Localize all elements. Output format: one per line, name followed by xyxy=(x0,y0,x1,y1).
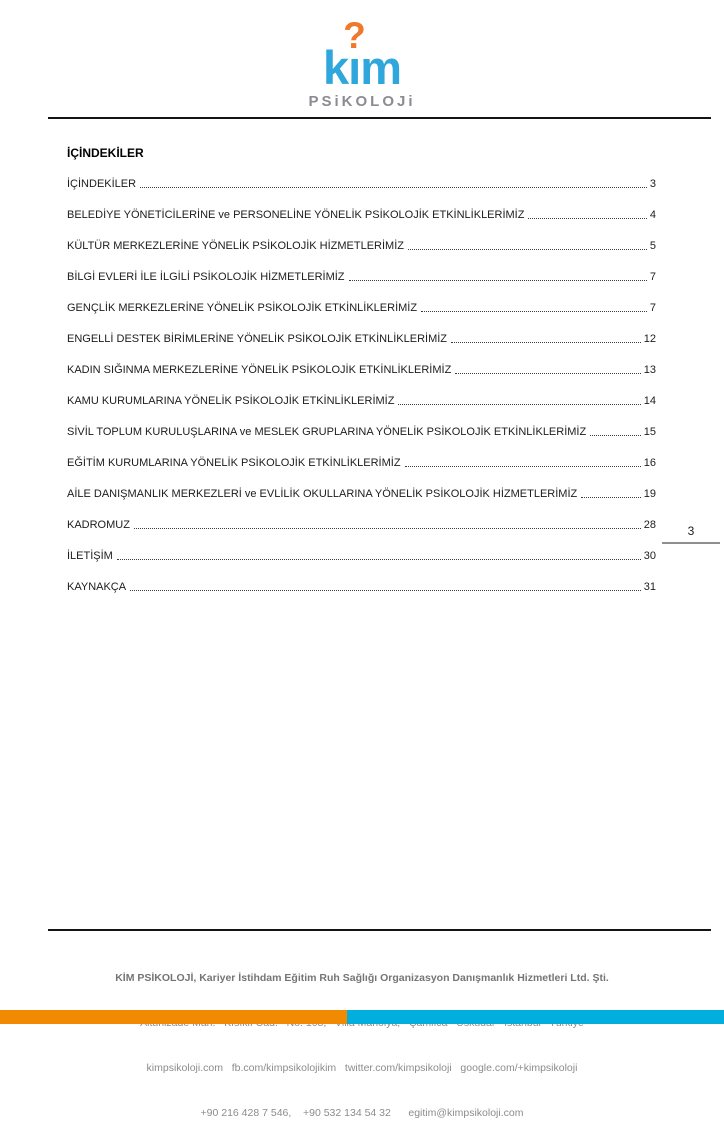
toc-dot-leader xyxy=(581,497,641,498)
toc-entry[interactable] xyxy=(67,208,656,222)
toc-dot-leader xyxy=(140,187,647,188)
toc-entry-label: KAMU KURUMLARINA YÖNELİK PSİKOLOJİK ETKİNLİKLERİMİZ xyxy=(67,395,395,407)
toc-dot-leader xyxy=(349,280,647,281)
kim-psikoloji-logo xyxy=(0,15,724,110)
toc-entry[interactable] xyxy=(67,580,656,594)
toc-entry[interactable] xyxy=(67,549,656,563)
toc-dot-leader xyxy=(398,404,640,405)
toc-entry-label: AİLE DANIŞMANLIK MERKEZLERİ ve EVLİLİK OKULLARINA YÖNELİK PSİKOLOJİK HİZMETLERİMİZ xyxy=(67,488,578,500)
toc-dot-leader xyxy=(405,466,641,467)
toc-entry-page: 15 xyxy=(643,426,656,438)
toc-entry-page: 5 xyxy=(649,240,656,252)
logo-letter-i: ı ? xyxy=(343,15,366,94)
toc-entry-label: EĞİTİM KURUMLARINA YÖNELİK PSİKOLOJİK ETKİNLİKLERİMİZ xyxy=(67,457,401,469)
logo-letter-k: k xyxy=(323,41,349,94)
toc-entry-page: 31 xyxy=(643,581,656,593)
logo-letter-m: m xyxy=(360,41,401,94)
toc-dot-leader xyxy=(408,249,647,250)
toc-entry[interactable] xyxy=(67,363,656,377)
toc-entry-page: 3 xyxy=(649,178,656,190)
toc-entry-label: KADROMUZ xyxy=(67,519,130,531)
toc-entry-label: BELEDİYE YÖNETİCİLERİNE ve PERSONELİNE YÖNELİK PSİKOLOJİK ETKİNLİKLERİMİZ xyxy=(67,209,525,221)
toc-entry-label: SİVİL TOPLUM KURULUŞLARINA ve MESLEK GRUPLARINA YÖNELİK PSİKOLOJİK ETKİNLİKLERİMİZ xyxy=(67,426,587,438)
toc-entry-page: 16 xyxy=(643,457,656,469)
toc-entry-label: KÜLTÜR MERKEZLERİNE YÖNELİK PSİKOLOJİK HİZMETLERİMİZ xyxy=(67,240,404,252)
footer-web-links[interactable]: kimpsikoloji.com fb.com/kimpsikolojikim twitter.com/kimpsikoloji google.com/+kimpsikoloji xyxy=(146,1062,578,1074)
toc-entry[interactable] xyxy=(67,487,656,501)
toc-dot-leader xyxy=(130,590,641,591)
toc-entry-page: 19 xyxy=(643,488,656,500)
toc-entry-page: 14 xyxy=(643,395,656,407)
toc-entry-page: 7 xyxy=(649,271,656,283)
toc-entry[interactable] xyxy=(67,394,656,408)
toc-dot-leader xyxy=(590,435,641,436)
toc-dot-leader xyxy=(117,559,641,560)
question-mark-icon: ? xyxy=(343,15,366,56)
margin-page-number xyxy=(662,524,720,544)
toc-entry[interactable] xyxy=(67,239,656,253)
toc-entry-page: 30 xyxy=(643,550,656,562)
toc-entry-page: 13 xyxy=(643,364,656,376)
toc-dot-leader xyxy=(455,373,640,374)
toc-entry[interactable] xyxy=(67,332,656,346)
toc-dot-leader xyxy=(421,311,647,312)
toc-heading: İÇİNDEKİLER xyxy=(67,146,144,160)
toc-entry-page: 28 xyxy=(643,519,656,531)
table-of-contents xyxy=(67,146,656,594)
toc-entry-page: 7 xyxy=(649,302,656,314)
toc-dot-leader xyxy=(134,528,641,529)
toc-dot-leader xyxy=(528,218,646,219)
bottom-bar-orange-segment xyxy=(0,1010,347,1024)
toc-entry[interactable] xyxy=(67,518,656,532)
toc-entry[interactable] xyxy=(67,177,656,191)
toc-entry-page: 4 xyxy=(649,209,656,221)
footer-phone-email[interactable]: +90 216 428 7 546, +90 532 134 54 32 egitim@kimpsikoloji.com xyxy=(200,1107,524,1119)
toc-entry[interactable] xyxy=(67,270,656,284)
bottom-bar-cyan-segment xyxy=(347,1010,724,1024)
toc-entry-label: GENÇLİK MERKEZLERİNE YÖNELİK PSİKOLOJİK ETKİNLİKLERİMİZ xyxy=(67,302,418,314)
footer-company-name: KİM PSİKOLOJİ, Kariyer İstihdam Eğitim Ruh Sağlığı Organizasyon Danışmanlık Hizmetleri Ltd. Şti. xyxy=(115,972,609,984)
logo-wordmark xyxy=(323,15,401,94)
toc-entry-label: İLETİŞİM xyxy=(67,550,113,562)
toc-entry-label: ENGELLİ DESTEK BİRİMLERİNE YÖNELİK PSİKOLOJİK ETKİNLİKLERİMİZ xyxy=(67,333,448,345)
toc-entry-label: İÇİNDEKİLER xyxy=(67,178,137,190)
toc-list xyxy=(67,177,656,594)
toc-entry-label: KADIN SIĞINMA MERKEZLERİNE YÖNELİK PSİKOLOJİK ETKİNLİKLERİMİZ xyxy=(67,364,452,376)
toc-entry-label: KAYNAKÇA xyxy=(67,581,127,593)
toc-entry-label: BİLGİ EVLERİ İLE İLGİLİ PSİKOLOJİK HİZMETLERİMİZ xyxy=(67,271,345,283)
logo-subtitle: PSiKOLOJi xyxy=(308,93,416,110)
toc-entry[interactable] xyxy=(67,425,656,439)
footer xyxy=(0,941,724,1136)
toc-entry-page: 12 xyxy=(643,333,656,345)
page-number-value: 3 xyxy=(687,524,695,538)
page-number-underline xyxy=(662,542,720,544)
footer-divider xyxy=(48,929,711,931)
bottom-color-bar xyxy=(0,1010,724,1024)
header-divider xyxy=(48,117,711,119)
toc-entry[interactable] xyxy=(67,301,656,315)
toc-dot-leader xyxy=(451,342,641,343)
toc-entry[interactable] xyxy=(67,456,656,470)
